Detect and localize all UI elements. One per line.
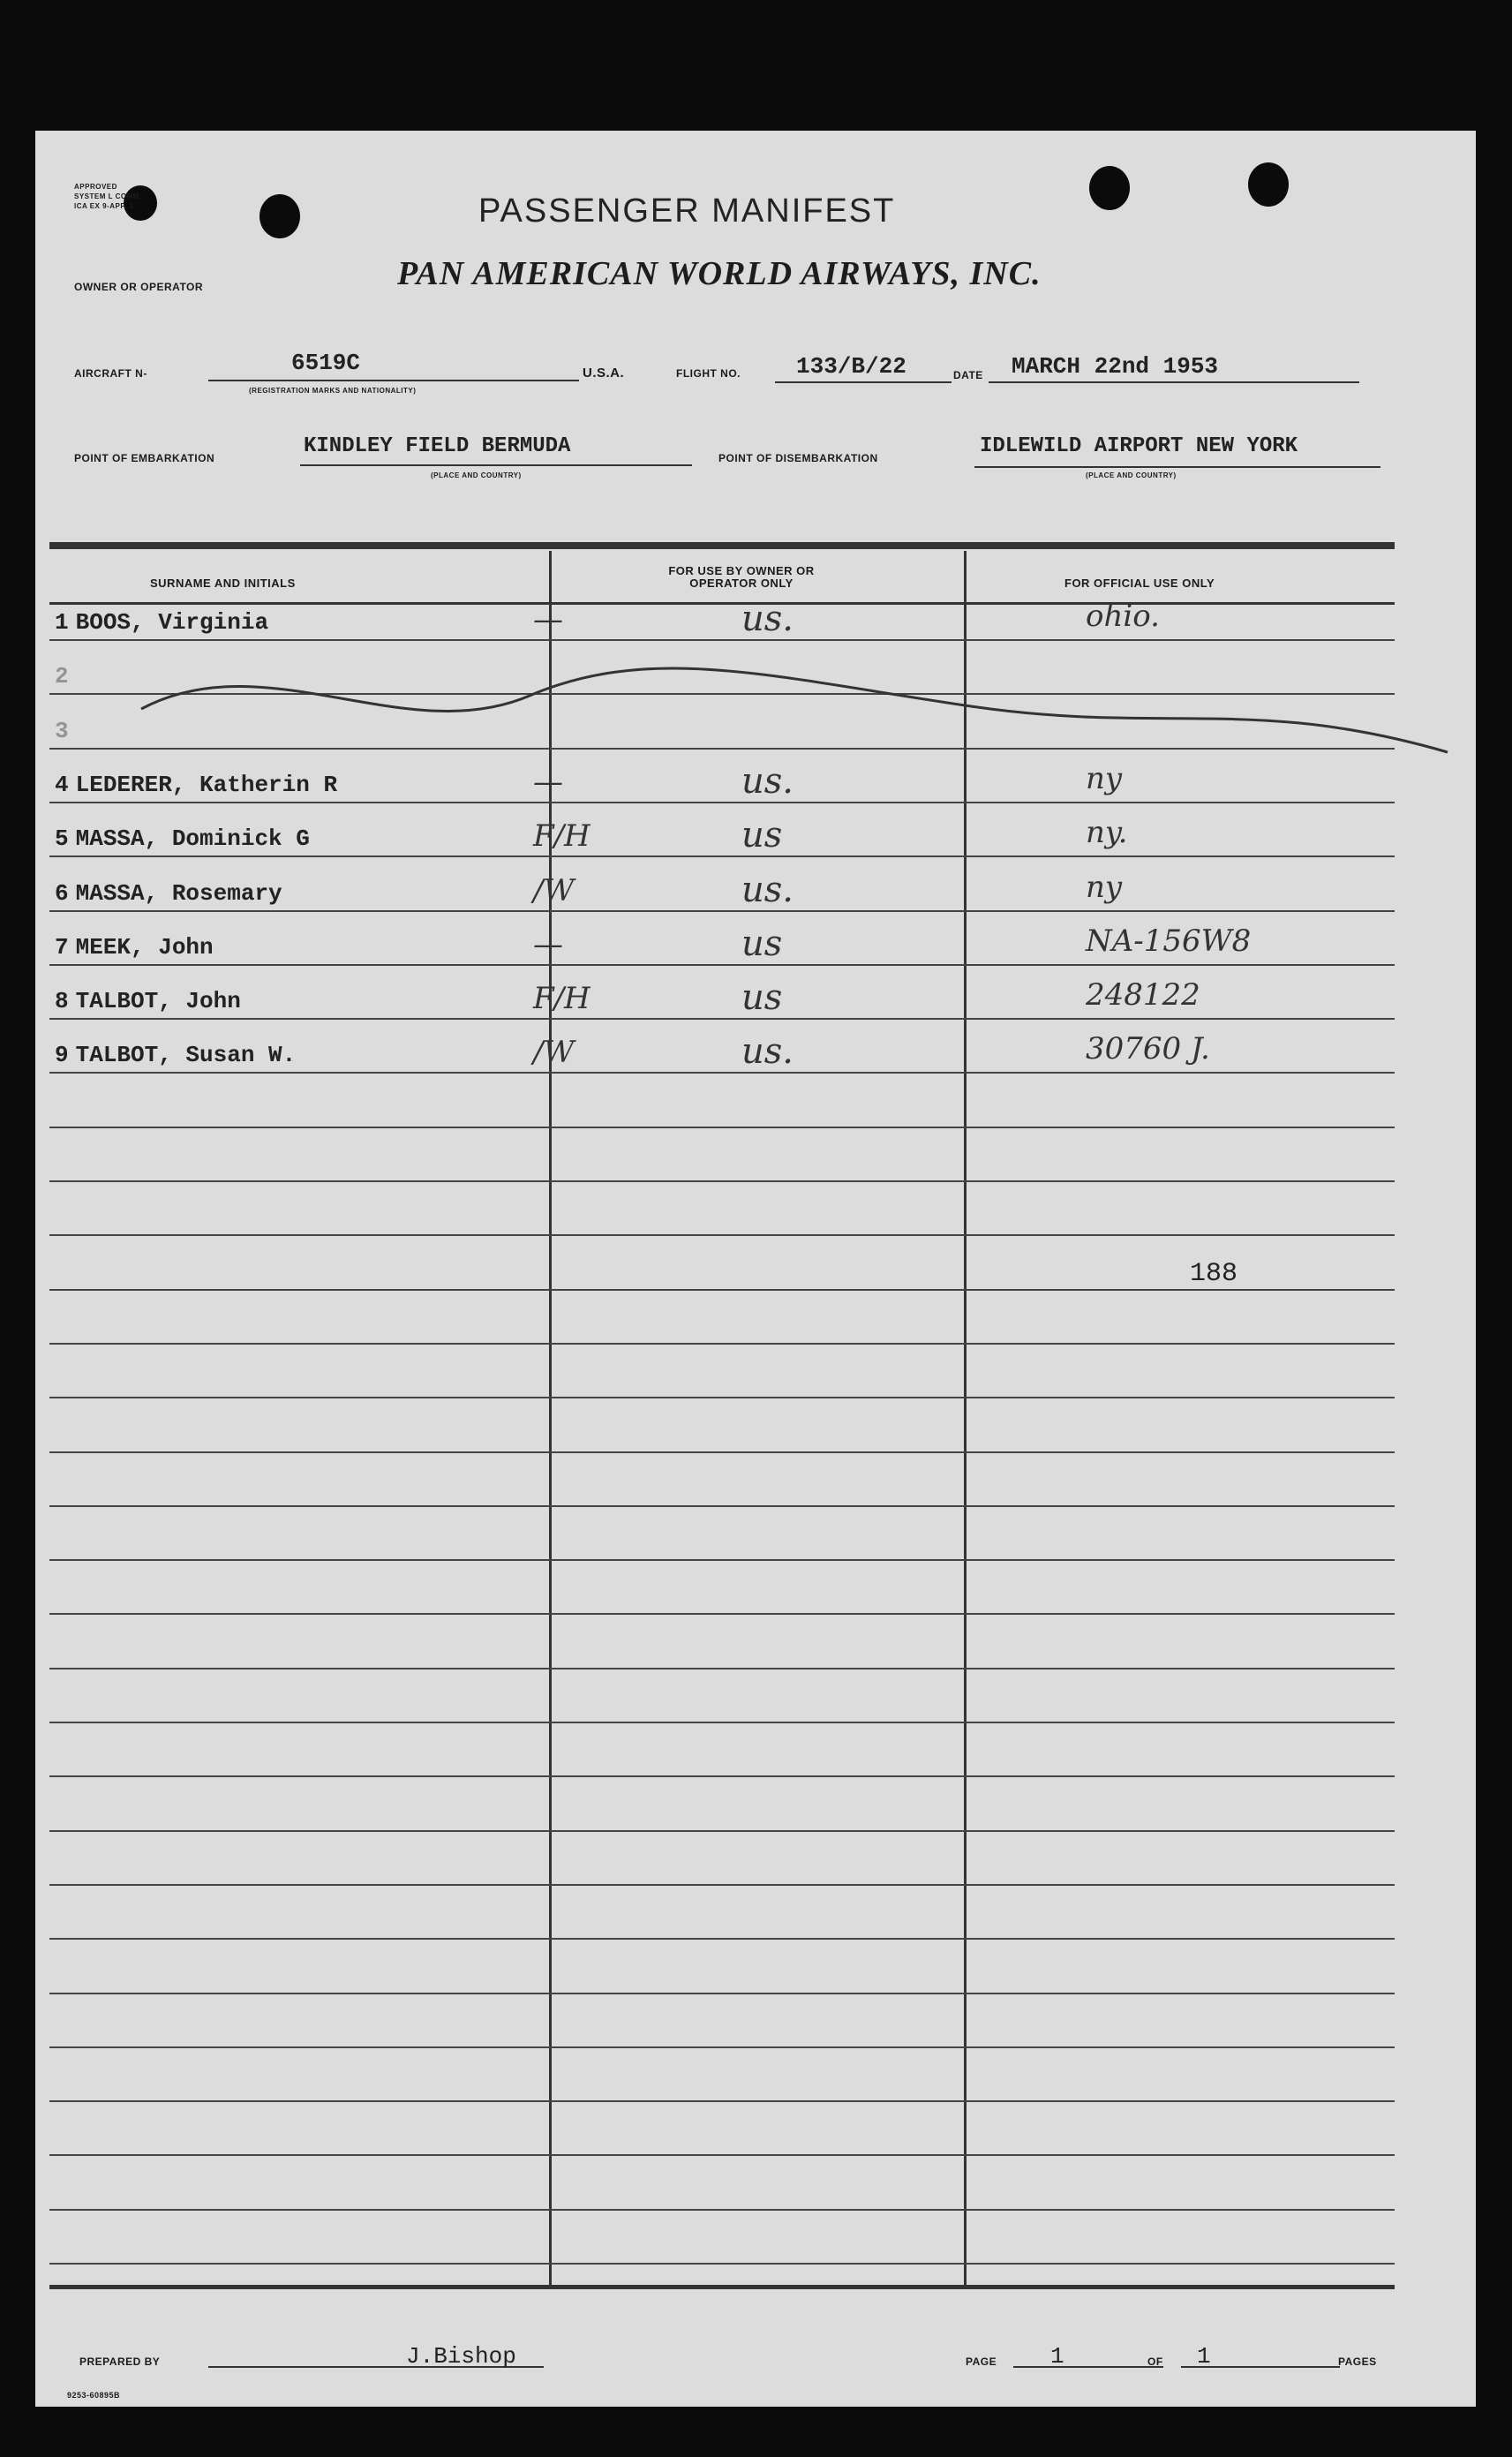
official-note: ohio. bbox=[1086, 599, 1160, 634]
row-line bbox=[49, 1289, 1395, 1291]
row-line bbox=[49, 1722, 1395, 1723]
row-line bbox=[49, 1343, 1395, 1345]
column-header-surname: SURNAME AND INITIALS bbox=[150, 577, 296, 590]
passenger-name-text: MEEK, John bbox=[75, 934, 214, 961]
prepared-by-value: J.Bishop bbox=[406, 2343, 516, 2370]
passenger-number: 1 bbox=[55, 609, 69, 636]
passenger-number: 5 bbox=[55, 825, 69, 852]
row-line bbox=[49, 1397, 1395, 1398]
row-line bbox=[49, 1127, 1395, 1128]
passenger-name bbox=[55, 988, 241, 1014]
owner-mark: — bbox=[533, 765, 563, 800]
row-line bbox=[49, 2263, 1395, 2265]
embarkation-label: POINT OF EMBARKATION bbox=[74, 452, 215, 464]
country-label: U.S.A. bbox=[583, 366, 625, 381]
owner-note: us. bbox=[741, 870, 794, 910]
approval-stamp-line3: ICA EX 9-APP. 2 bbox=[74, 202, 134, 210]
page-label: PAGE bbox=[966, 2355, 997, 2368]
official-note: ny. bbox=[1086, 815, 1128, 850]
embarkation-value: KINDLEY FIELD BERMUDA bbox=[304, 434, 571, 458]
aircraft-value: 6519C bbox=[291, 350, 361, 376]
passenger-name bbox=[55, 934, 214, 961]
airline-name: PAN AMERICAN WORLD AIRWAYS, INC. bbox=[397, 255, 1042, 292]
passenger-number: 6 bbox=[55, 880, 69, 907]
row-line bbox=[49, 910, 1395, 912]
page-title: PASSENGER MANIFEST bbox=[478, 192, 896, 230]
owner-note: us bbox=[741, 815, 783, 855]
disembarkation-sublabel: (PLACE AND COUNTRY) bbox=[1086, 471, 1177, 479]
embarkation-sublabel: (PLACE AND COUNTRY) bbox=[431, 471, 522, 479]
date-value: MARCH 22nd 1953 bbox=[1012, 353, 1219, 380]
owner-mark: /W bbox=[533, 873, 575, 908]
owner-mark: F/H bbox=[533, 818, 591, 854]
manifest-sheet bbox=[35, 131, 1476, 2407]
passenger-number: 9 bbox=[55, 1042, 69, 1068]
approval-stamp-line2: SYSTEM L COMM. bbox=[74, 192, 142, 200]
pages-label: PAGES bbox=[1338, 2355, 1377, 2368]
row-line bbox=[49, 2100, 1395, 2102]
row-line bbox=[49, 1613, 1395, 1615]
owner-note: us. bbox=[741, 761, 794, 802]
owner-note: us bbox=[741, 923, 783, 964]
owner-mark: /W bbox=[533, 1035, 575, 1070]
row-line bbox=[49, 1830, 1395, 1832]
owner-note: us. bbox=[741, 599, 794, 639]
row-line bbox=[49, 2154, 1395, 2156]
flight-label: FLIGHT NO. bbox=[676, 367, 741, 380]
aircraft-label: AIRCRAFT N- bbox=[74, 367, 147, 380]
row-line bbox=[49, 1234, 1395, 1236]
passenger-name-text: MASSA, Dominick G bbox=[75, 825, 310, 852]
prepared-by-label: PREPARED BY bbox=[79, 2355, 161, 2368]
passenger-name-text: LEDERER, Katherin R bbox=[75, 772, 338, 798]
row-line bbox=[49, 855, 1395, 857]
disembarkation-value: IDLEWILD AIRPORT NEW YORK bbox=[980, 434, 1298, 458]
passenger-number: 8 bbox=[55, 988, 69, 1014]
official-note: 248122 bbox=[1086, 977, 1200, 1013]
official-note: ny bbox=[1086, 870, 1123, 905]
row-line bbox=[49, 2209, 1395, 2211]
page-value: 1 bbox=[1050, 2343, 1064, 2370]
owner-mark: — bbox=[533, 602, 563, 637]
official-note: ny bbox=[1086, 761, 1123, 796]
passenger-number: 3 bbox=[55, 718, 69, 744]
owner-mark: F/H bbox=[533, 981, 591, 1016]
row-line bbox=[49, 1018, 1395, 1020]
passenger-name bbox=[55, 880, 282, 907]
row-line bbox=[49, 1072, 1395, 1074]
passenger-name bbox=[55, 1042, 296, 1068]
date-label: DATE bbox=[953, 369, 983, 381]
owner-note: us. bbox=[741, 1031, 794, 1072]
row-line bbox=[49, 1938, 1395, 1940]
owner-operator-label: OWNER OR OPERATOR bbox=[74, 281, 204, 293]
strikethrough-scribble bbox=[35, 131, 1476, 837]
column-header-owner-use: FOR USE BY OWNER OR OPERATOR ONLY bbox=[668, 564, 815, 590]
row-line bbox=[49, 2046, 1395, 2048]
page-underline bbox=[1013, 2366, 1163, 2368]
passenger-number: 7 bbox=[55, 934, 69, 961]
approval-stamp-line1: APPROVED bbox=[74, 183, 117, 191]
passenger-name-text: BOOS, Virginia bbox=[75, 609, 269, 636]
of-value: 1 bbox=[1197, 2343, 1211, 2370]
owner-note: us bbox=[741, 977, 783, 1018]
row-line bbox=[49, 1668, 1395, 1669]
row-line bbox=[49, 1884, 1395, 1886]
official-note: 30760 J. bbox=[1086, 1031, 1210, 1066]
official-number: 188 bbox=[1190, 1259, 1238, 1289]
of-label: OF bbox=[1147, 2355, 1163, 2368]
passenger-name-text: TALBOT, John bbox=[75, 988, 241, 1014]
passenger-number: 4 bbox=[55, 772, 69, 798]
row-line bbox=[49, 1775, 1395, 1777]
flight-value: 133/B/22 bbox=[796, 353, 906, 380]
passenger-number: 2 bbox=[55, 663, 69, 690]
form-number: 9253-60895B bbox=[67, 2391, 121, 2400]
disembarkation-label: POINT OF DISEMBARKATION bbox=[718, 452, 878, 464]
column-header-official-use: FOR OFFICIAL USE ONLY bbox=[1064, 577, 1215, 590]
row-line bbox=[49, 1559, 1395, 1561]
owner-mark: — bbox=[533, 927, 563, 962]
aircraft-sublabel: (REGISTRATION MARKS AND NATIONALITY) bbox=[249, 387, 417, 395]
passenger-name-text: TALBOT, Susan W. bbox=[75, 1042, 297, 1068]
passenger-name-text: MASSA, Rosemary bbox=[75, 880, 282, 907]
row-line bbox=[49, 1993, 1395, 1994]
row-line bbox=[49, 964, 1395, 966]
table-bottom-rule bbox=[49, 2285, 1395, 2289]
row-line bbox=[49, 1451, 1395, 1453]
row-line bbox=[49, 1180, 1395, 1182]
row-line bbox=[49, 1505, 1395, 1507]
official-note: NA-156W8 bbox=[1086, 923, 1252, 959]
